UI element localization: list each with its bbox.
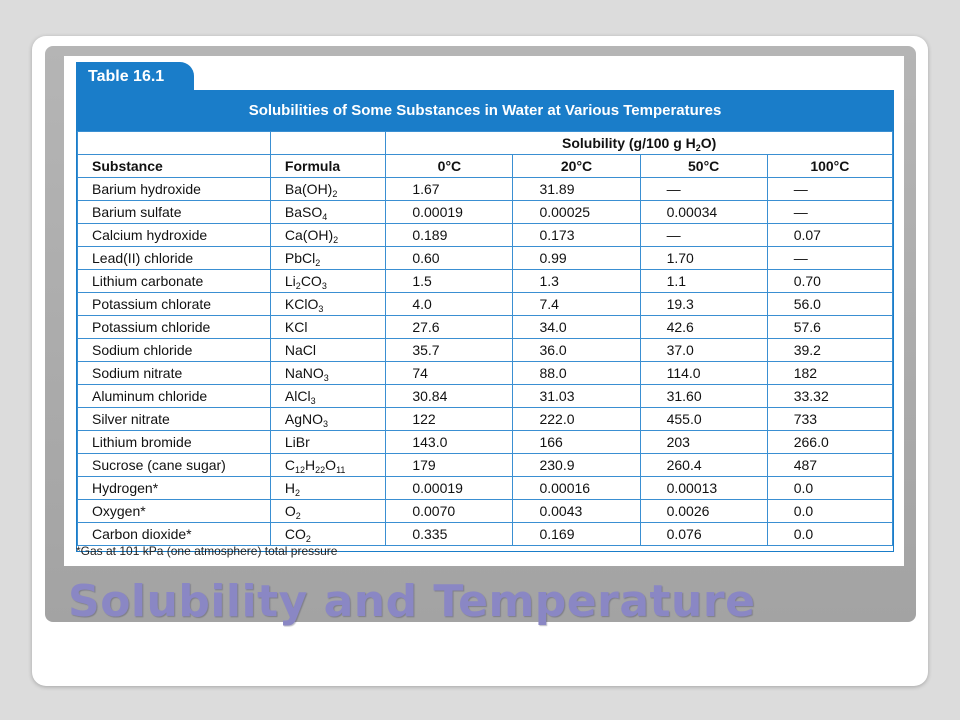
table-row <box>78 293 893 316</box>
cell-solubility-value: 37.0 <box>640 339 767 362</box>
cell-solubility-value: 31.60 <box>640 385 767 408</box>
table-tab-label: Table 16.1 <box>76 62 194 92</box>
cell-solubility-value: 455.0 <box>640 408 767 431</box>
cell-solubility-value: 266.0 <box>767 431 892 454</box>
cell-solubility-value: 487 <box>767 454 892 477</box>
cell-solubility-value: 0.70 <box>767 270 892 293</box>
cell-solubility-value: 733 <box>767 408 892 431</box>
cell-solubility-value: 7.4 <box>513 293 640 316</box>
table-row <box>78 224 893 247</box>
cell-solubility-value: 1.70 <box>640 247 767 270</box>
cell-solubility-value: 0.0 <box>767 477 892 500</box>
table-row <box>78 408 893 431</box>
cell-solubility-value: — <box>767 178 892 201</box>
cell-solubility-value: 27.6 <box>386 316 513 339</box>
cell-formula: $CO_2$ <box>270 523 385 546</box>
table-row <box>78 362 893 385</box>
cell-solubility-value: 0.00016 <box>513 477 640 500</box>
table-row <box>78 247 893 270</box>
cell-solubility-value: 0.00019 <box>386 201 513 224</box>
cell-solubility-value: 179 <box>386 454 513 477</box>
cell-solubility-value: 1.3 <box>513 270 640 293</box>
cell-solubility-value: 0.00019 <box>386 477 513 500</box>
cell-solubility-value: 39.2 <box>767 339 892 362</box>
column-header-substance: Substance <box>78 155 271 178</box>
cell-substance: Aluminum chloride <box>78 385 271 408</box>
cell-solubility-value: 1.5 <box>386 270 513 293</box>
table-row <box>78 523 893 546</box>
cell-substance: Potassium chlorate <box>78 293 271 316</box>
column-header-0c: 0°C <box>386 155 513 178</box>
table-row <box>78 339 893 362</box>
cell-solubility-value: 222.0 <box>513 408 640 431</box>
cell-solubility-value: 42.6 <box>640 316 767 339</box>
cell-solubility-value: — <box>767 247 892 270</box>
cell-formula: $H_2$ <box>270 477 385 500</box>
cell-solubility-value: 0.00013 <box>640 477 767 500</box>
blank-header-cell <box>78 132 271 155</box>
cell-solubility-value: 230.9 <box>513 454 640 477</box>
cell-formula: $C_{12}H_{22}O_{11}$ <box>270 454 385 477</box>
table-header-row <box>78 155 893 178</box>
cell-solubility-value: 0.169 <box>513 523 640 546</box>
cell-substance: Barium hydroxide <box>78 178 271 201</box>
cell-solubility-value: 56.0 <box>767 293 892 316</box>
cell-substance: Sodium nitrate <box>78 362 271 385</box>
cell-formula: NaCl <box>270 339 385 362</box>
column-header-100c: 100°C <box>767 155 892 178</box>
cell-solubility-value: 74 <box>386 362 513 385</box>
cell-solubility-value: 114.0 <box>640 362 767 385</box>
cell-solubility-value: 0.0070 <box>386 500 513 523</box>
cell-substance: Hydrogen* <box>78 477 271 500</box>
cell-solubility-value: 203 <box>640 431 767 454</box>
cell-solubility-value: 143.0 <box>386 431 513 454</box>
table-row <box>78 201 893 224</box>
cell-solubility-value: 0.173 <box>513 224 640 247</box>
cell-formula: BaSO$_4$ <box>270 201 385 224</box>
column-header-20c: 20°C <box>513 155 640 178</box>
column-header-formula: Formula <box>270 155 385 178</box>
slide-title: Solubility and Temperature <box>68 576 756 627</box>
table-row <box>78 477 893 500</box>
cell-solubility-value: 57.6 <box>767 316 892 339</box>
cell-substance: Calcium hydroxide <box>78 224 271 247</box>
cell-solubility-value: 0.0043 <box>513 500 640 523</box>
cell-solubility-value: 182 <box>767 362 892 385</box>
cell-solubility-value: 0.99 <box>513 247 640 270</box>
cell-solubility-value: 0.0 <box>767 500 892 523</box>
cell-solubility-value: 88.0 <box>513 362 640 385</box>
cell-solubility-value: 0.00025 <box>513 201 640 224</box>
cell-solubility-value: 260.4 <box>640 454 767 477</box>
blank-header-cell <box>270 132 385 155</box>
cell-solubility-value: 0.076 <box>640 523 767 546</box>
cell-substance: Barium sulfate <box>78 201 271 224</box>
cell-solubility-value: 35.7 <box>386 339 513 362</box>
cell-formula: PbCl$_2$ <box>270 247 385 270</box>
cell-formula: $Ca(OH)_2$ <box>270 224 385 247</box>
cell-solubility-value: — <box>640 224 767 247</box>
table-image <box>64 56 904 566</box>
cell-formula: $O_2$ <box>270 500 385 523</box>
table-row <box>78 178 893 201</box>
cell-substance: Oxygen* <box>78 500 271 523</box>
table-row <box>78 500 893 523</box>
cell-solubility-value: 33.32 <box>767 385 892 408</box>
cell-formula: $Li_2CO_3$ <box>270 270 385 293</box>
cell-solubility-value: 1.67 <box>386 178 513 201</box>
column-header-50c: 50°C <box>640 155 767 178</box>
cell-formula: LiBr <box>270 431 385 454</box>
cell-substance: Carbon dioxide* <box>78 523 271 546</box>
cell-solubility-value: 0.07 <box>767 224 892 247</box>
cell-substance: Potassium chloride <box>78 316 271 339</box>
cell-formula: $Ba(OH)_2$ <box>270 178 385 201</box>
cell-solubility-value: 0.335 <box>386 523 513 546</box>
cell-substance: Silver nitrate <box>78 408 271 431</box>
cell-solubility-value: 36.0 <box>513 339 640 362</box>
cell-formula: KCl <box>270 316 385 339</box>
cell-solubility-value: 166 <box>513 431 640 454</box>
cell-formula: AlCl$_3$ <box>270 385 385 408</box>
cell-formula: KClO$_3$ <box>270 293 385 316</box>
cell-formula: NaNO$_3$ <box>270 362 385 385</box>
cell-solubility-value: 30.84 <box>386 385 513 408</box>
cell-solubility-value: 1.1 <box>640 270 767 293</box>
table-body <box>78 178 893 546</box>
cell-solubility-value: 4.0 <box>386 293 513 316</box>
cell-solubility-value: 31.89 <box>513 178 640 201</box>
cell-substance: Lithium carbonate <box>78 270 271 293</box>
table-frame <box>76 90 894 552</box>
cell-solubility-value: 0.00034 <box>640 201 767 224</box>
table-footnote: *Gas at 101 kPa (one atmosphere) total pressure <box>76 544 338 558</box>
cell-solubility-value: — <box>640 178 767 201</box>
cell-solubility-value: 0.60 <box>386 247 513 270</box>
cell-solubility-value: 19.3 <box>640 293 767 316</box>
cell-solubility-value: 0.0026 <box>640 500 767 523</box>
cell-substance: Lead(II) chloride <box>78 247 271 270</box>
cell-solubility-value: 31.03 <box>513 385 640 408</box>
solubility-table <box>77 131 893 546</box>
cell-substance: Lithium bromide <box>78 431 271 454</box>
cell-solubility-value: 0.189 <box>386 224 513 247</box>
table-group-header-row <box>78 132 893 155</box>
table-row <box>78 270 893 293</box>
table-row <box>78 454 893 477</box>
solubility-group-header: Solubility (g/100 g $H_2O$) <box>386 132 893 155</box>
cell-solubility-value: — <box>767 201 892 224</box>
cell-substance: Sodium chloride <box>78 339 271 362</box>
cell-solubility-value: 34.0 <box>513 316 640 339</box>
cell-solubility-value: 0.0 <box>767 523 892 546</box>
cell-formula: AgNO$_3$ <box>270 408 385 431</box>
cell-solubility-value: 122 <box>386 408 513 431</box>
cell-substance: Sucrose (cane sugar) <box>78 454 271 477</box>
table-row <box>78 316 893 339</box>
table-row <box>78 431 893 454</box>
table-caption: Solubilities of Some Substances in Water at Various Temperatures <box>77 91 893 131</box>
table-row <box>78 385 893 408</box>
